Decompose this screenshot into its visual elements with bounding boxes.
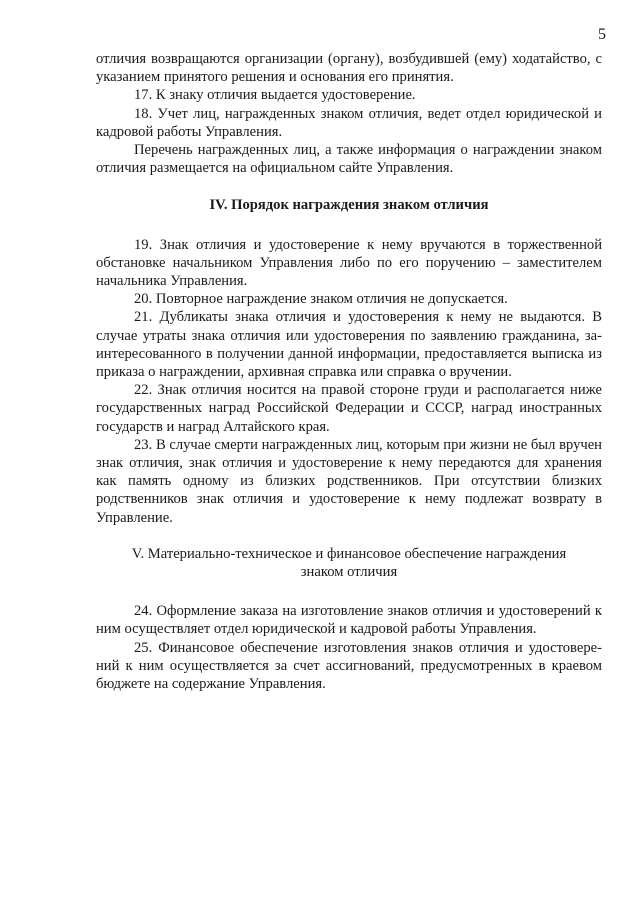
paragraph-19: 19. Знак отличия и удостоверение к нему вручаются в торжественной обстановке начальником Управления либо по его поручению – заместителем начальника Управления. [96,236,602,290]
spacer [96,215,602,236]
document-body [96,50,602,693]
paragraph-20: 20. Повторное награждение знаком отличия не допускается. [134,291,508,308]
paragraph-21: 21. Дубликаты знака отличия и удостоверения к нему не выдаются. В случае утраты знака отличия или удостоверения по заявлению гражданина, заинтересованного в получении данной информации, предоставляется выписка из приказа о награждении, архивная справка или справка о вручении. [96,309,602,381]
paragraph-22: 22. Знак отличия носится на правой стороне груди и располагается ниже государственных наград Российской Федерации и СССР, наград иностранных государств и наград Алтайского края. [96,382,602,435]
paragraph-24: 24. Оформление заказа на изготовление знаков отличия и удостоверений к ним осуществляет отдел юридической и кадровой работы Управления. [96,603,602,638]
paragraph-23: 23. В случае смерти награжденных лиц, которым при жизни не был вручен знак отличия, знак отличия и удостоверение к нему передаются для хранения как память одному из близких родственников. При отсутствии близких родственников знак отличия и удостоверение к нему подлежат возврату в Управление. [96,436,602,526]
spacer [96,177,602,196]
paragraph-25: 25. Финансовое обеспечение изготовления знаков отличия и удостоверений к ним осуществляется за счет ассигнований, предусмотренных в краевом бюджете на содержание Управления. [96,639,602,693]
paragraph-continuation: отличия возвращаются организации (органу), возбудившей (ему) ходатайство, с указанием принятого решения и основания его принятия. [96,51,602,86]
paragraph-18: 18. Учет лиц, награжденных знаком отличия, ведет отдел юридической и кадровой работы Управления. [96,105,602,140]
spacer [96,527,602,545]
section-5-title [96,545,602,581]
section-5-title-line-2: знаком отличия [300,564,398,581]
paragraph-awardees-list: Перечень награжденных лиц, а также информация о награждении знаком отличия размещается на официальном сайте Управления. [96,142,602,177]
paragraph-17: 17. К знаку отличия выдается удостоверение. [134,87,416,104]
spacer [96,581,602,602]
section-4-title: IV. Порядок награждения знаком отличия [209,197,489,214]
page-number: 5 [598,26,606,43]
section-5-title-line-1: V. Материально-техническое и финансовое обеспечение награждения [131,545,567,562]
